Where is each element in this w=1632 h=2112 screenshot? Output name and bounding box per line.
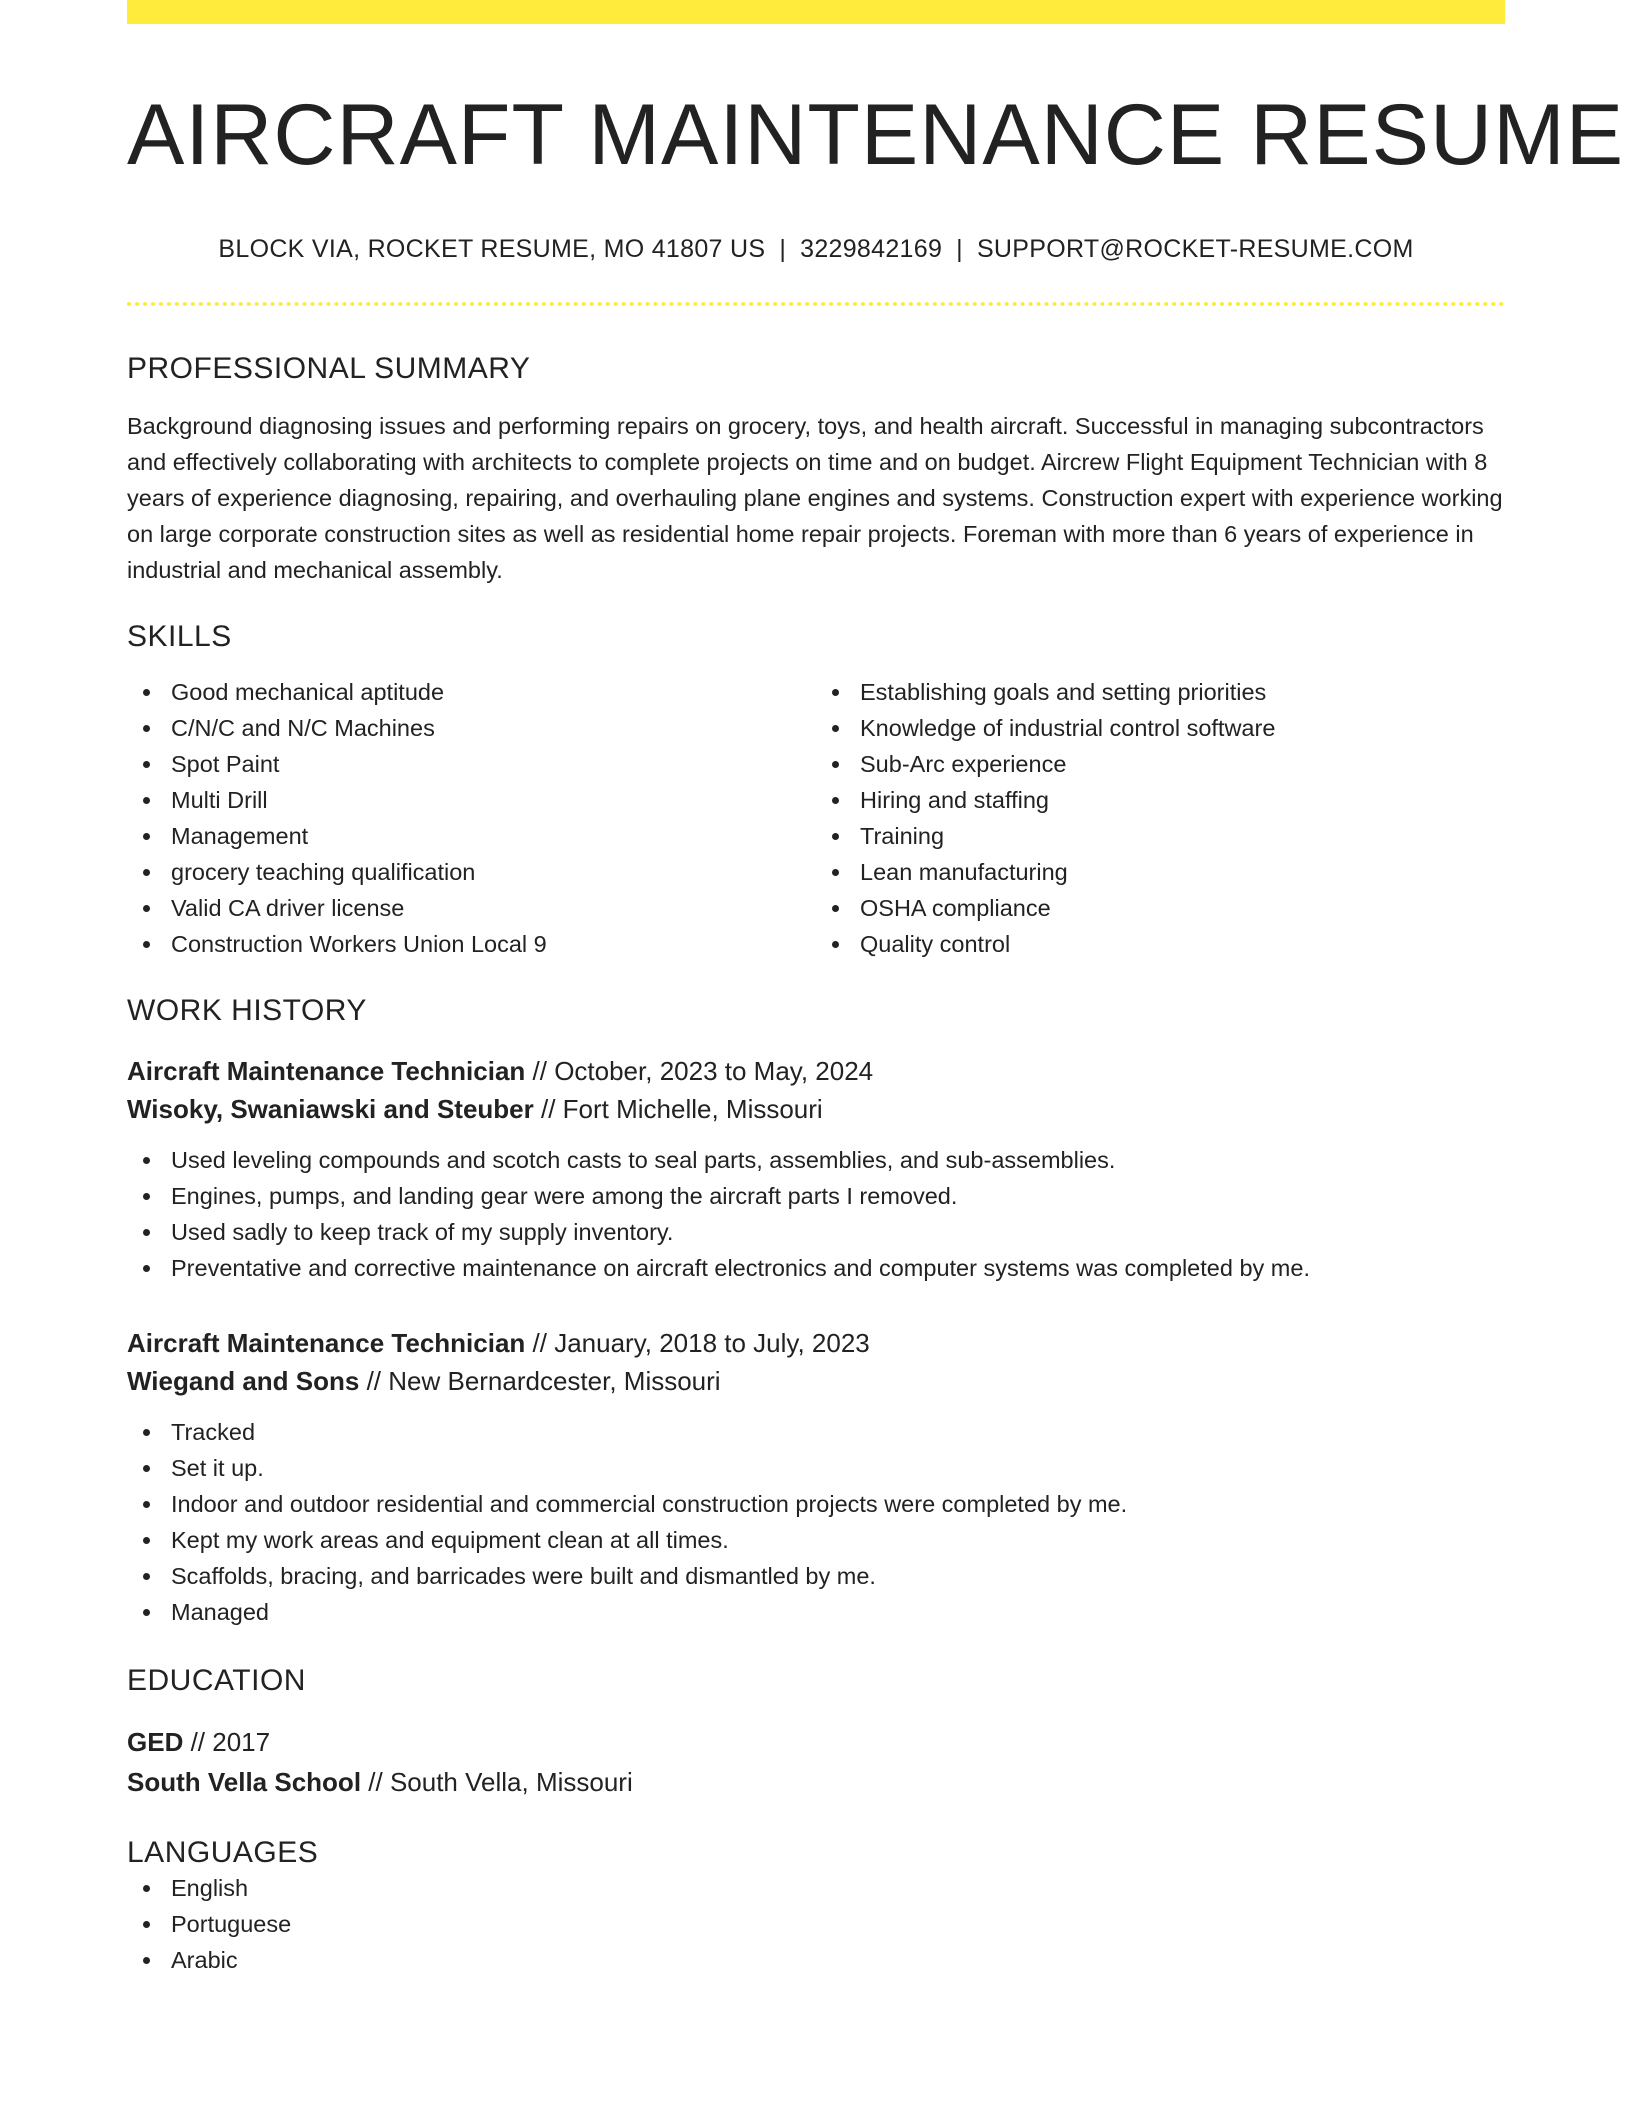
job-location: // Fort Michelle, Missouri bbox=[533, 1094, 823, 1125]
languages-heading: LANGUAGES bbox=[127, 1836, 319, 1870]
job-title-line bbox=[127, 1052, 1505, 1090]
skills-columns bbox=[127, 674, 1505, 962]
skills-heading: SKILLS bbox=[127, 620, 232, 654]
job-title-line bbox=[127, 1324, 1505, 1362]
resume-page bbox=[127, 0, 1625, 1978]
skill-item: Hiring and staffing bbox=[816, 782, 1505, 818]
job-company: Wiegand and Sons bbox=[127, 1366, 360, 1397]
job-duties-list bbox=[127, 1142, 1505, 1286]
contact-separator: | bbox=[956, 235, 963, 264]
job-duties-list bbox=[127, 1414, 1505, 1630]
education-entry bbox=[127, 1722, 1505, 1802]
education-heading: EDUCATION bbox=[127, 1664, 306, 1698]
contact-separator: | bbox=[779, 235, 787, 264]
skill-item: Establishing goals and setting priorities bbox=[816, 674, 1505, 710]
job-dates: // January, 2018 to July, 2023 bbox=[525, 1328, 870, 1359]
skills-right-list bbox=[816, 674, 1505, 962]
job-company: Wisoky, Swaniawski and Steuber bbox=[127, 1094, 534, 1125]
skills-left-list bbox=[127, 674, 816, 962]
contact-address: BLOCK VIA, ROCKET RESUME, MO 41807 US bbox=[218, 235, 766, 264]
job-role: Aircraft Maintenance Technician bbox=[127, 1328, 526, 1359]
job-duty: Managed bbox=[127, 1594, 1505, 1630]
education-location: // South Vella, Missouri bbox=[361, 1767, 633, 1798]
skill-item: Knowledge of industrial control software bbox=[816, 710, 1505, 746]
job-duty: Indoor and outdoor residential and commercial construction projects were completed by me. bbox=[127, 1486, 1505, 1522]
job-duty: Used sadly to keep track of my supply inventory. bbox=[127, 1214, 1505, 1250]
skill-item: Spot Paint bbox=[127, 746, 816, 782]
skill-item: C/N/C and N/C Machines bbox=[127, 710, 816, 746]
job-role: Aircraft Maintenance Technician bbox=[127, 1056, 526, 1087]
job-duty: Kept my work areas and equipment clean at all times. bbox=[127, 1522, 1505, 1558]
education-year: // 2017 bbox=[183, 1727, 271, 1758]
job-duty: Scaffolds, bracing, and barricades were built and dismantled by me. bbox=[127, 1558, 1505, 1594]
skill-item: Lean manufacturing bbox=[816, 854, 1505, 890]
skill-item: Management bbox=[127, 818, 816, 854]
skill-item: Sub-Arc experience bbox=[816, 746, 1505, 782]
language-item: English bbox=[127, 1870, 1505, 1906]
job-entry bbox=[127, 1052, 1505, 1286]
job-duty: Preventative and corrective maintenance on aircraft electronics and computer systems was completed by me. bbox=[127, 1250, 1505, 1286]
skill-item: Training bbox=[816, 818, 1505, 854]
summary-heading: PROFESSIONAL SUMMARY bbox=[127, 352, 531, 386]
language-item: Portuguese bbox=[127, 1906, 1505, 1942]
work-history-heading: WORK HISTORY bbox=[127, 994, 367, 1028]
dotted-divider bbox=[127, 302, 1505, 306]
skill-item: Construction Workers Union Local 9 bbox=[127, 926, 816, 962]
skill-item: Valid CA driver license bbox=[127, 890, 816, 926]
education-school-line bbox=[127, 1762, 1505, 1802]
job-duty: Set it up. bbox=[127, 1450, 1505, 1486]
skill-item: grocery teaching qualification bbox=[127, 854, 816, 890]
contact-line bbox=[127, 235, 1505, 264]
resume-title: AIRCRAFT MAINTENANCE RESUME bbox=[127, 87, 1625, 183]
summary-text: Background diagnosing issues and performing repairs on grocery, toys, and health aircraft. Successful in managing subcontractors and effectively collaborating with architects to complete projects on time and on budget. Aircrew Flight Equipment Technician with 8 years of experience diagnosing, repairing, and overhauling plane engines and systems. Construction expert with experience working on large corporate construction sites as well as residential home repair projects. Foreman with more than 6 years of experience in industrial and mechanical assembly. bbox=[127, 413, 1503, 584]
skill-item: Quality control bbox=[816, 926, 1505, 962]
job-company-line bbox=[127, 1362, 1505, 1400]
education-degree: GED bbox=[127, 1727, 184, 1758]
contact-phone: 3229842169 bbox=[800, 235, 943, 264]
skill-item: Good mechanical aptitude bbox=[127, 674, 816, 710]
skill-item: Multi Drill bbox=[127, 782, 816, 818]
language-item: Arabic bbox=[127, 1942, 1505, 1978]
accent-bar bbox=[127, 0, 1505, 24]
languages-list bbox=[127, 1870, 1505, 1978]
job-duty: Tracked bbox=[127, 1414, 1505, 1450]
skill-item: OSHA compliance bbox=[816, 890, 1505, 926]
job-duty: Used leveling compounds and scotch casts to seal parts, assemblies, and sub-assemblies. bbox=[127, 1142, 1505, 1178]
job-company-line bbox=[127, 1090, 1505, 1128]
education-degree-line bbox=[127, 1722, 1505, 1762]
job-location: // New Bernardcester, Missouri bbox=[359, 1366, 721, 1397]
job-entry bbox=[127, 1324, 1505, 1630]
job-dates: // October, 2023 to May, 2024 bbox=[525, 1056, 874, 1087]
job-duty: Engines, pumps, and landing gear were among the aircraft parts I removed. bbox=[127, 1178, 1505, 1214]
contact-email: SUPPORT@ROCKET-RESUME.COM bbox=[976, 235, 1414, 264]
education-school: South Vella School bbox=[127, 1767, 362, 1798]
